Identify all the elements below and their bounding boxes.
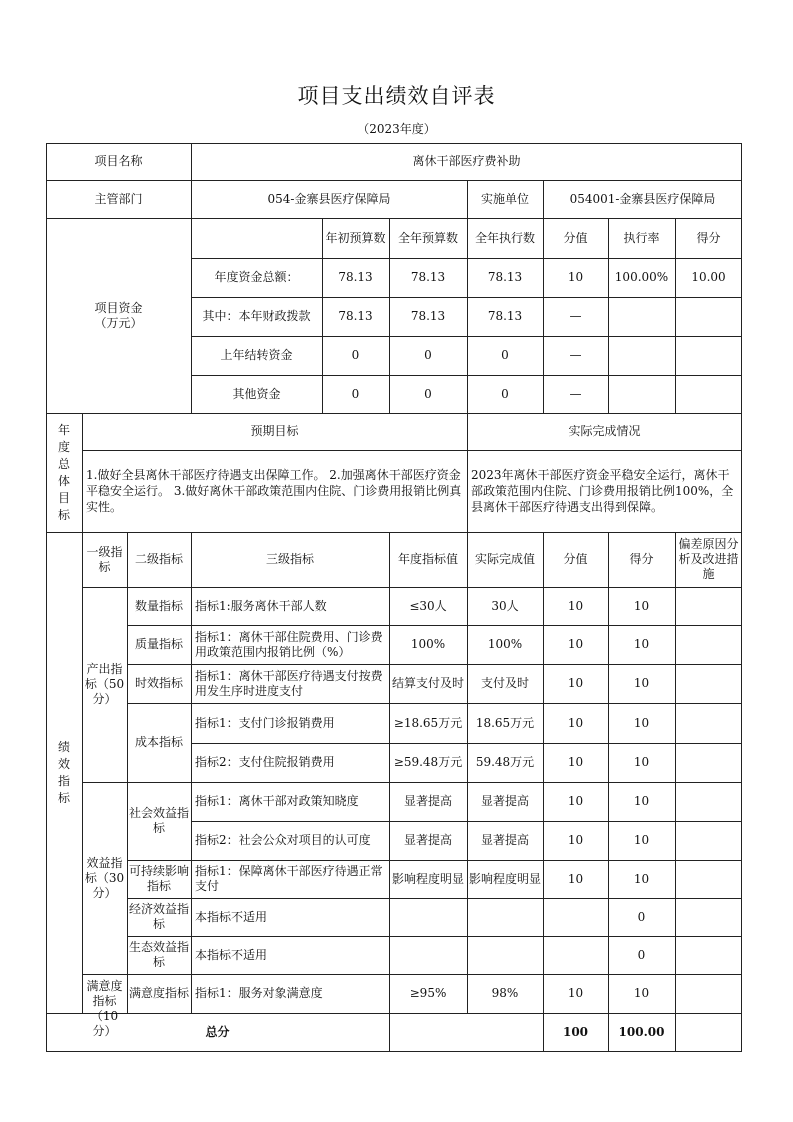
indicator-score — [543, 936, 608, 974]
indicator-note — [675, 898, 742, 936]
indicator-target: 显著提高 — [403, 833, 452, 847]
indicator-score — [543, 898, 608, 936]
funds-row-label: 其中：本年财政拨款 — [202, 309, 311, 323]
expected-goal-text: 1.做好全县离休干部医疗待遇支出保障工作。 2.加强离休干部医疗资金平稳安全运行。 3.做好离休干部政策范围内住院、门诊费用报销比例真实性。 — [86, 468, 462, 514]
funds-cell: 78.13 — [487, 309, 523, 323]
indicator-note — [675, 703, 742, 743]
funds-cell: 0 — [424, 348, 432, 362]
indicator-target: 显著提高 — [403, 794, 452, 808]
indicator-l3: 指标1：服务对象满意度 — [195, 986, 323, 1000]
funds-cell: — — [569, 309, 582, 323]
funds-cell — [675, 336, 742, 375]
indicator-actual — [467, 936, 543, 974]
funds-header: 年初预算数 — [325, 230, 386, 245]
total-got: 100.00 — [618, 1025, 665, 1039]
funds-header: 全年预算数 — [397, 230, 458, 245]
indicator-note — [675, 587, 742, 625]
indicator-score: 10 — [567, 637, 584, 651]
level1-satisfaction: 满意度指标（10分） — [86, 979, 123, 1038]
indicator-score: 10 — [567, 833, 584, 847]
funds-cell: 10 — [567, 270, 584, 284]
indicator-target: 结算支付及时 — [391, 676, 464, 690]
indicator-target — [389, 936, 467, 974]
funds-cell — [675, 297, 742, 336]
funds-cell: 0 — [351, 386, 360, 401]
indicator-actual: 影响程度明显 — [469, 871, 542, 886]
impl-label: 实施单位 — [480, 191, 529, 206]
indicator-l3: 指标1：保障离休干部医疗待遇正常支付 — [195, 864, 383, 893]
indicator-note — [675, 743, 742, 782]
indicator-target: 影响程度明显 — [391, 871, 464, 886]
funds-cell: 0 — [351, 348, 360, 362]
funds-cell: 78.13 — [338, 270, 373, 284]
indicator-got: 10 — [633, 794, 650, 808]
indicator-got: 10 — [633, 871, 650, 886]
indicator-score: 10 — [567, 715, 584, 730]
funds-cell: 0 — [501, 386, 509, 401]
level1-benefit: 效益指标（30分） — [84, 855, 125, 900]
funds-header: 得分 — [696, 230, 721, 245]
expected-goal-label: 预期目标 — [250, 424, 299, 438]
funds-cell — [675, 375, 742, 413]
indicator-note — [675, 936, 742, 974]
indicator-score: 10 — [567, 986, 584, 1000]
dept-label: 主管部门 — [94, 191, 143, 206]
indicator-got: 10 — [633, 637, 650, 651]
funds-cell: 78.13 — [410, 270, 446, 284]
indicator-got: 10 — [633, 598, 650, 613]
indicator-actual — [467, 898, 543, 936]
indicator-l3: 指标2：支付住院报销费用 — [195, 755, 335, 769]
actual-goal-label: 实际完成情况 — [568, 424, 641, 438]
level2-timeliness: 时效指标 — [134, 676, 183, 690]
indicator-l3: 指标2：社会公众对项目的认可度 — [195, 833, 371, 847]
funds-cell: 78.13 — [410, 309, 446, 323]
funds-label: 项目资金 （万元） — [94, 300, 143, 330]
total-label: 总分 — [205, 1025, 230, 1039]
indicator-header: 偏差原因分析及改进措施 — [678, 537, 739, 581]
funds-cell: 78.13 — [487, 270, 523, 284]
indicator-l3: 指标1：支付门诊报销费用 — [195, 715, 335, 730]
indicator-got: 10 — [633, 986, 650, 1000]
funds-cell: 100.00% — [614, 270, 669, 284]
level2-quantity: 数量指标 — [134, 598, 183, 613]
indicator-header: 一级指标 — [86, 544, 123, 574]
indicator-l3: 本指标不适用 — [195, 947, 268, 962]
funds-cell — [608, 375, 675, 413]
funds-header: 分值 — [563, 230, 588, 245]
indicator-note — [675, 664, 742, 703]
funds-cell: — — [569, 348, 582, 362]
indicator-got: 10 — [633, 676, 650, 690]
indicator-note — [675, 821, 742, 860]
indicator-note — [675, 625, 742, 664]
indicator-note — [675, 782, 742, 821]
indicator-got: 10 — [633, 833, 650, 847]
project-name: 离休干部医疗费补助 — [412, 154, 521, 168]
level2-cost: 成本指标 — [134, 735, 183, 749]
indicator-header: 实际完成值 — [474, 552, 535, 566]
level2-quality: 质量指标 — [134, 637, 183, 651]
level2-sustainable: 可持续影响指标 — [129, 864, 190, 893]
report-year: （2023年度） — [357, 122, 436, 136]
indicator-got: 0 — [637, 947, 646, 962]
indicator-actual: 100% — [487, 637, 523, 651]
indicator-l3: 指标1：离休干部对政策知晓度 — [195, 794, 359, 808]
indicator-target: ≥59.48万元 — [393, 755, 463, 769]
indicator-got: 0 — [637, 909, 646, 924]
funds-cell: 10.00 — [691, 270, 726, 284]
indicator-score: 10 — [567, 755, 584, 769]
indicator-l3: 指标1:服务离休干部人数 — [195, 598, 327, 613]
funds-cell: — — [569, 386, 582, 401]
indicator-score: 10 — [567, 871, 584, 886]
page-title: 项目支出绩效自评表 — [297, 84, 496, 108]
indicator-target: ≤30人 — [409, 598, 447, 613]
project-name-label: 项目名称 — [94, 154, 143, 168]
funds-cell: 0 — [501, 348, 509, 362]
indicator-actual: 30人 — [491, 598, 519, 613]
indicator-actual: 显著提高 — [480, 794, 529, 808]
actual-goal-text: 2023年离休干部医疗资金平稳安全运行，离休干部政策范围内住院、门诊费用报销比例100%，全县离休干部医疗待遇支出得到保障。 — [471, 468, 734, 514]
funds-header: 全年执行数 — [474, 230, 535, 245]
funds-cell — [608, 336, 675, 375]
indicator-note — [675, 974, 742, 1013]
indicator-score: 10 — [567, 794, 584, 808]
indicator-target: ≥95% — [409, 986, 447, 1000]
indicator-score: 10 — [567, 676, 584, 690]
funds-row-label: 年度资金总额： — [214, 270, 299, 284]
indicator-got: 10 — [633, 715, 650, 730]
level2-satisfaction: 满意度指标 — [129, 986, 190, 1000]
funds-row-label: 上年结转资金 — [220, 348, 293, 362]
indicator-header: 得分 — [629, 552, 654, 566]
funds-cell: 78.13 — [338, 309, 373, 323]
indicator-note — [675, 860, 742, 898]
indicator-score: 10 — [567, 598, 584, 613]
indicator-got: 10 — [633, 755, 650, 769]
total-score: 100 — [562, 1025, 589, 1039]
indicators-label: 绩效指标 — [57, 739, 70, 805]
funds-cell — [608, 297, 675, 336]
indicator-header: 三级指标 — [265, 552, 314, 566]
indicator-actual: 显著提高 — [480, 833, 529, 847]
evaluation-table — [46, 143, 742, 1052]
level1-output: 产出指标（50分） — [84, 662, 125, 706]
funds-header: 执行率 — [623, 230, 660, 245]
impl-value: 054001-金寨县医疗保障局 — [569, 191, 716, 206]
indicator-header: 年度指标值 — [397, 552, 458, 566]
dept-value: 054-金寨县医疗保障局 — [267, 191, 391, 206]
indicator-actual: 98% — [491, 986, 519, 1000]
indicator-target — [389, 898, 467, 936]
indicator-actual: 支付及时 — [480, 676, 529, 690]
indicator-target: 100% — [410, 637, 446, 651]
goals-label: 年度总体目标 — [57, 422, 70, 522]
indicator-actual: 59.48万元 — [475, 755, 535, 769]
funds-cell: 0 — [424, 386, 432, 401]
indicator-l3: 指标1：离休干部医疗待遇支付按费用发生序时进度支付 — [195, 668, 383, 698]
indicator-l3: 指标1：离休干部住院费用、门诊费用政策范围内报销比例（%） — [195, 629, 383, 659]
indicator-header: 二级指标 — [134, 552, 183, 566]
indicator-target: ≥18.65万元 — [393, 715, 463, 730]
level2-economic: 经济效益指标 — [129, 902, 190, 931]
funds-row-label: 其他资金 — [232, 386, 281, 401]
level2-social: 社会效益指标 — [129, 806, 190, 835]
indicator-actual: 18.65万元 — [475, 715, 535, 730]
indicator-header: 分值 — [563, 552, 588, 566]
indicator-l3: 本指标不适用 — [195, 909, 268, 924]
level2-ecological: 生态效益指标 — [129, 940, 190, 969]
